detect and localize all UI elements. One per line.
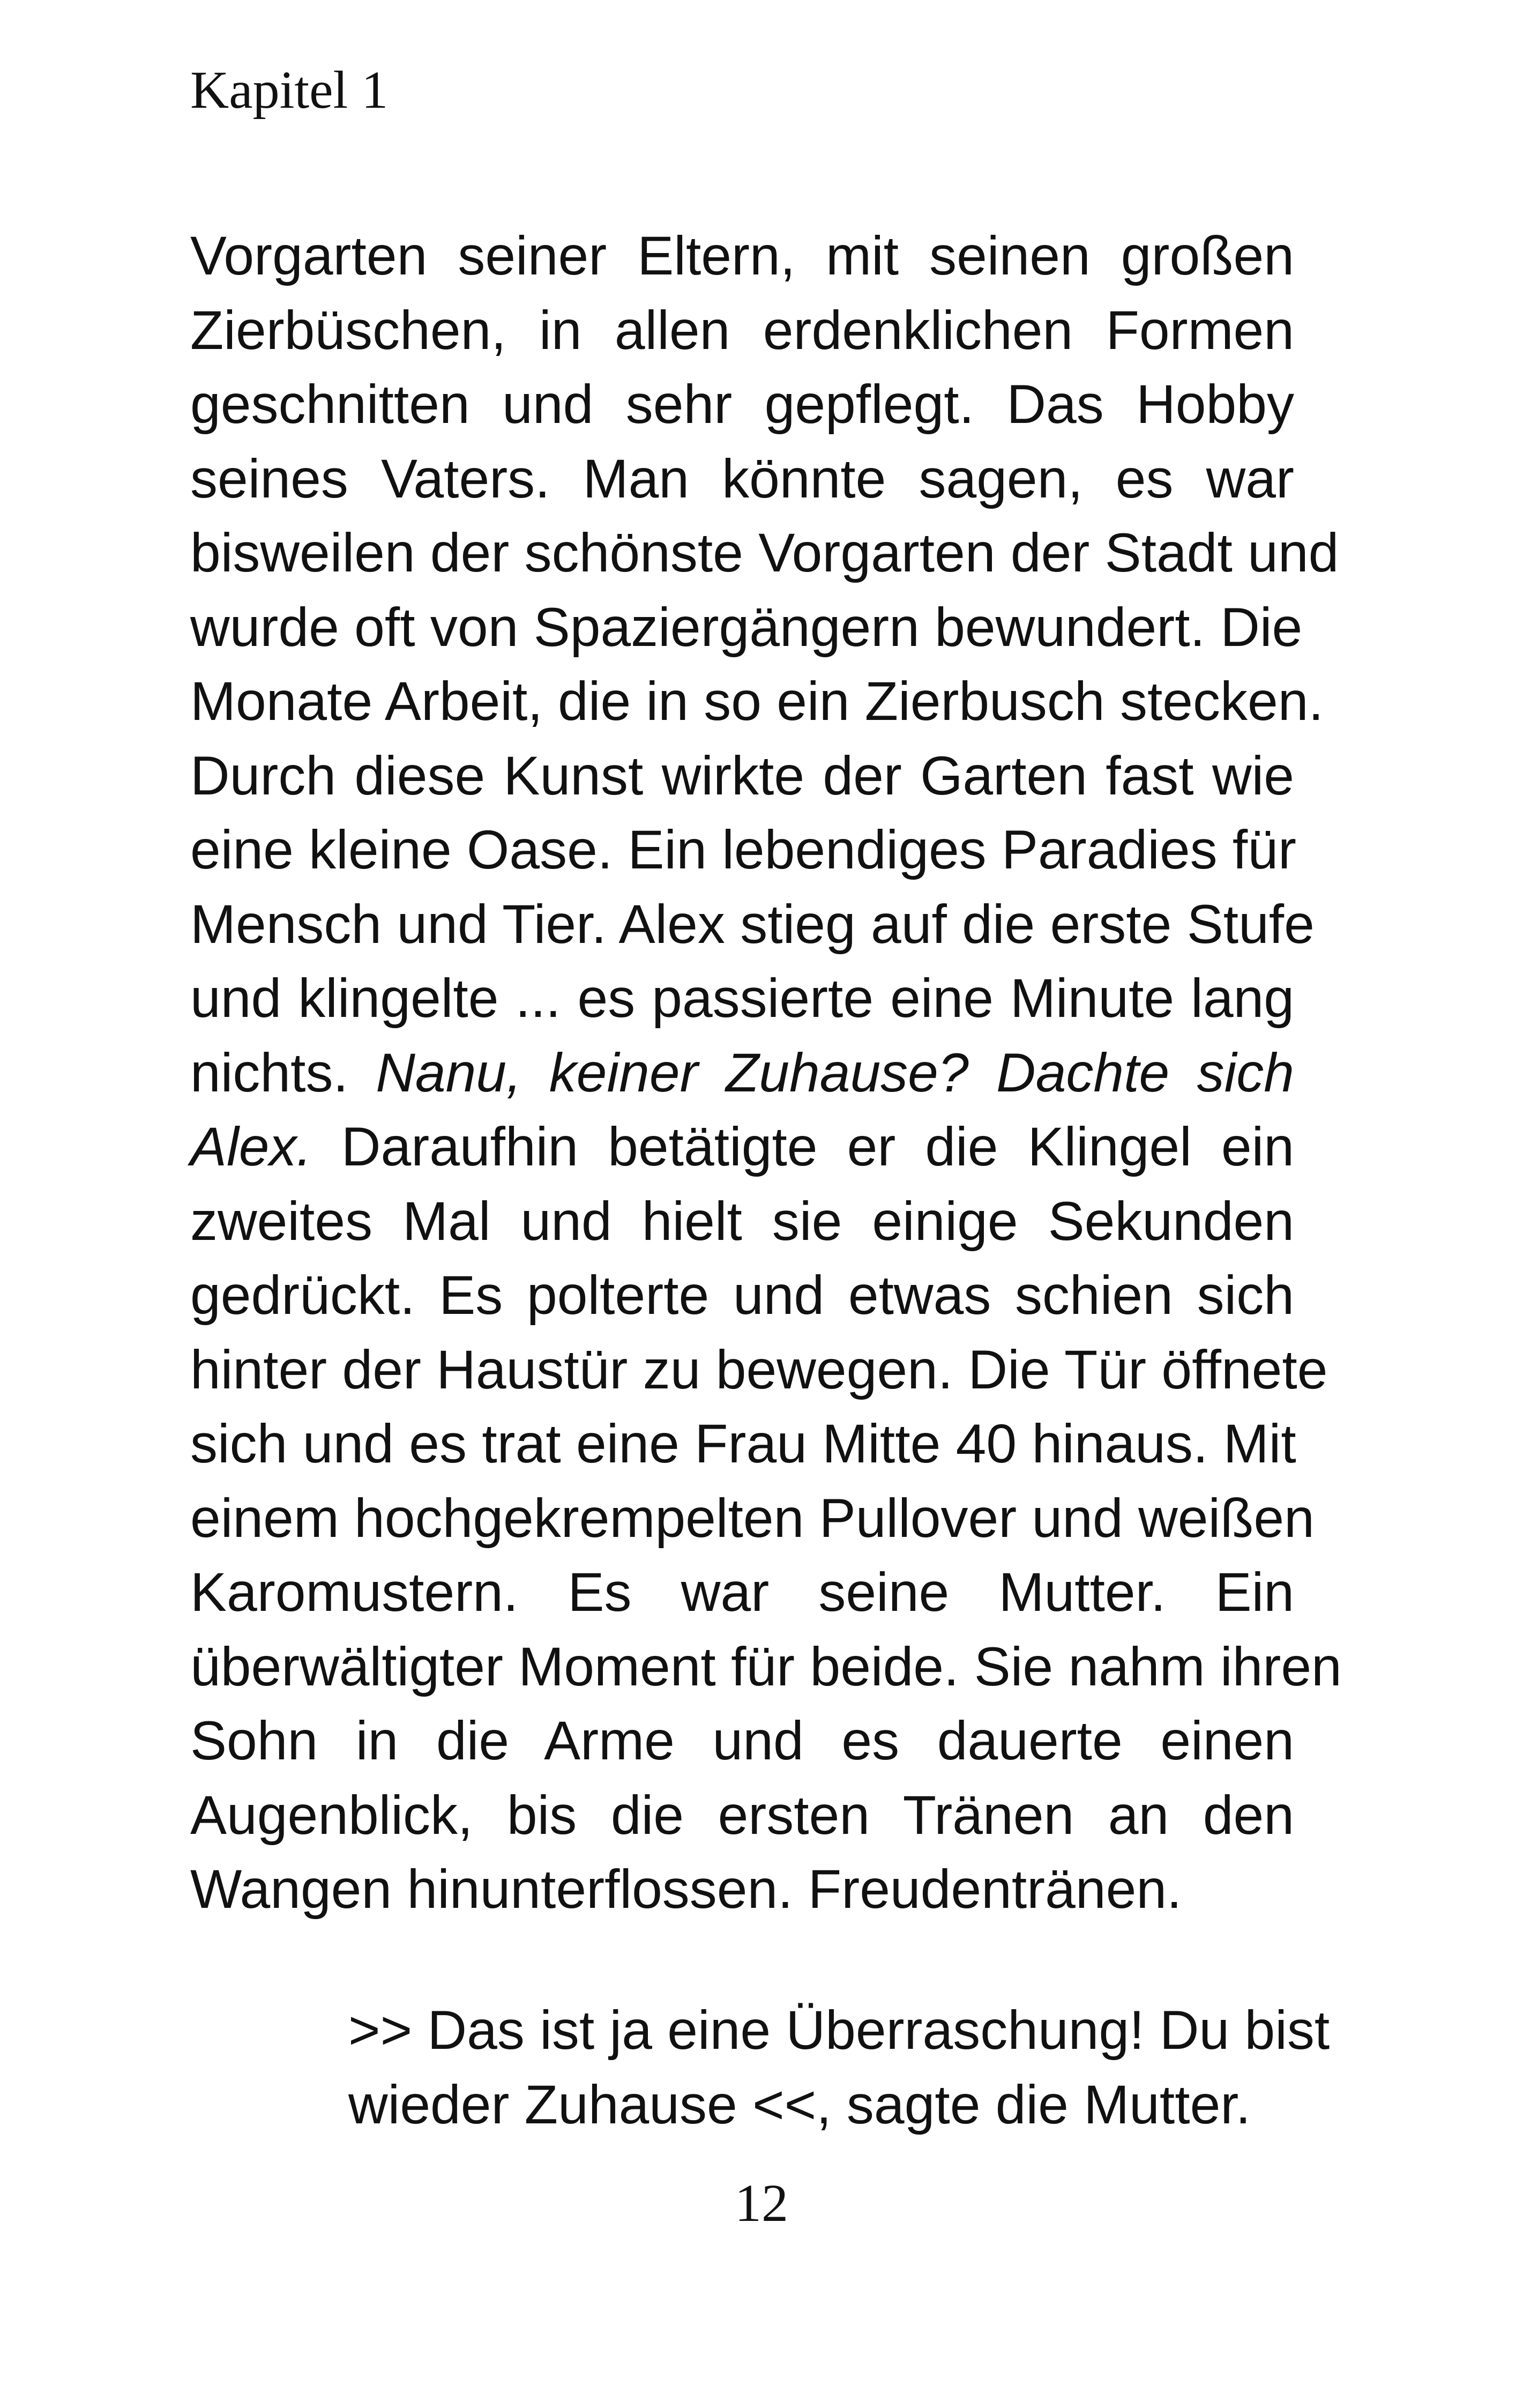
text-line-content: und klingelte ... es passierte eine Minute lang: [190, 968, 1294, 1029]
text-line: [190, 664, 1324, 739]
text-line: [190, 1258, 1294, 1333]
text-line-content: Sohn in die Arme und es dauerte einen: [190, 1710, 1294, 1771]
text-line: [190, 1481, 1315, 1556]
text-line-content: zweites Mal und hielt sie einige Sekunden: [190, 1190, 1294, 1252]
page-number: 12: [735, 2173, 788, 2233]
text-line-content: hinter der Haustür zu bewegen. Die Tür öffnete: [190, 1339, 1328, 1400]
text-line-content: Daraufhin betätigte er die Klingel ein: [311, 1116, 1294, 1177]
text-line: [190, 1036, 1294, 1110]
text-line: [190, 1555, 1294, 1630]
text-line-content: sich und es trat eine Frau Mitte 40 hinaus. Mit: [190, 1413, 1296, 1474]
text-line-content: Mensch und Tier. Alex stieg auf die erste Stufe: [190, 893, 1315, 955]
text-line-content: einem hochgekrempelten Pullover und weißen: [190, 1487, 1315, 1549]
text-line-content: Wangen hinunterflossen. Freudentränen.: [190, 1859, 1182, 1920]
italic-thought: Alex.: [190, 1116, 312, 1177]
text-line: [190, 1704, 1294, 1778]
text-line-content: überwältigter Moment für beide. Sie nahm ihren: [190, 1636, 1342, 1697]
text-line: [190, 1778, 1294, 1853]
text-line: [190, 1110, 1294, 1184]
text-line: [190, 367, 1294, 442]
quote-line: >> Das ist ja eine Überraschung! Du bist: [348, 2000, 1330, 2061]
text-line: [190, 813, 1294, 887]
text-line: [190, 516, 1339, 590]
text-line-content: Monate Arbeit, die in so ein Zierbusch stecken.: [190, 671, 1324, 732]
text-line-content: Durch diese Kunst wirkte der Garten fast wie: [190, 745, 1294, 806]
text-line-content: Augenblick, bis die ersten Tränen an den: [190, 1784, 1294, 1846]
text-line-content: eine kleine Oase. Ein lebendiges Paradies für: [190, 819, 1296, 880]
text-line: [190, 887, 1315, 962]
text-line-content: Karomustern. Es war seine Mutter. Ein: [190, 1562, 1294, 1623]
body-paragraph: [190, 219, 1342, 1927]
text-line: [190, 1333, 1328, 1407]
text-line: [190, 1852, 1294, 1927]
text-line-content: wurde oft von Spaziergängern bewundert. Die: [190, 596, 1303, 658]
text-line-content: geschnitten und sehr gepflegt. Das Hobby: [190, 374, 1294, 435]
text-line: [190, 442, 1294, 516]
text-line-content: Vorgarten seiner Eltern, mit seinen großen: [190, 225, 1294, 286]
quote-line: wieder Zuhause <<, sagte die Mutter.: [348, 2073, 1251, 2135]
running-head: Kapitel 1: [190, 60, 389, 120]
text-line: [190, 219, 1294, 293]
text-line-content: nichts.: [190, 1042, 376, 1103]
text-line: [190, 293, 1294, 368]
text-line-content: gedrückt. Es polterte und etwas schien sich: [190, 1265, 1294, 1326]
text-line-content: Zierbüschen, in allen erdenklichen Formen: [190, 299, 1294, 361]
text-line-content: seines Vaters. Man könnte sagen, es war: [190, 448, 1294, 509]
text-line: [190, 961, 1294, 1036]
text-line: [190, 1407, 1294, 1481]
text-line: [190, 1184, 1294, 1259]
text-line-content: bisweilen der schönste Vorgarten der Stadt und: [190, 522, 1339, 583]
text-line: [190, 1630, 1342, 1704]
text-line: [190, 739, 1294, 813]
dialogue-quote: [348, 1993, 1330, 2142]
italic-thought: Nanu, keiner Zuhause? Dachte sich: [376, 1042, 1294, 1103]
text-line: [190, 590, 1303, 665]
